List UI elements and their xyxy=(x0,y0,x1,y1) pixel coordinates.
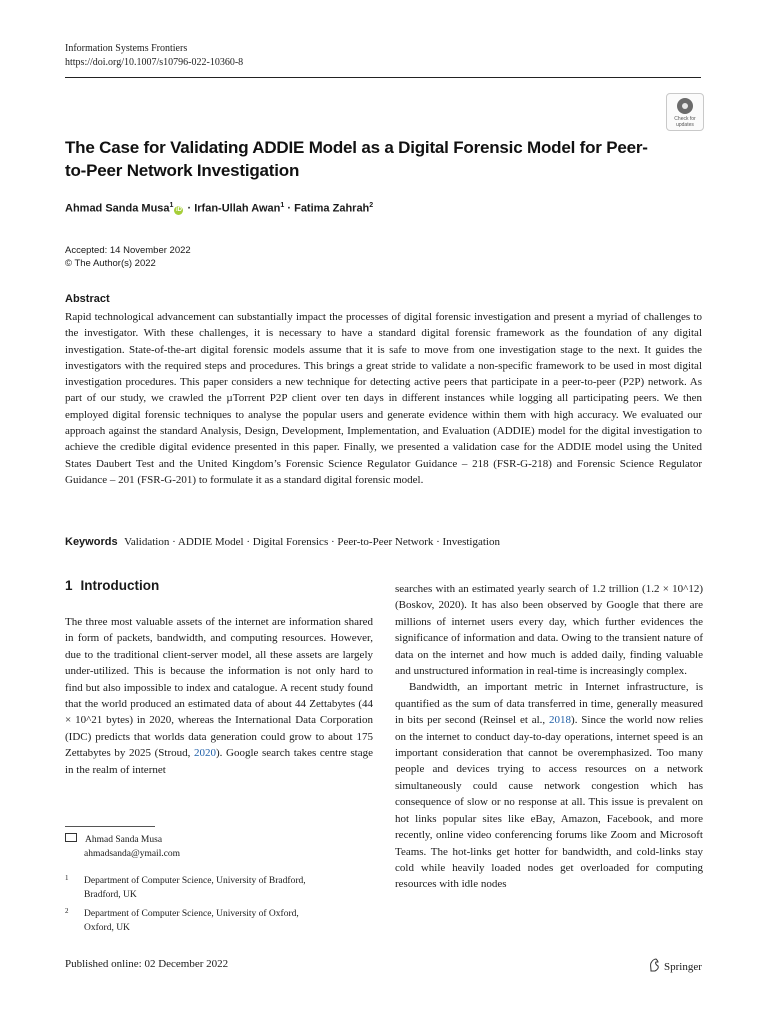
contact-name: Ahmad Sanda Musa xyxy=(85,835,163,845)
publisher-logo xyxy=(648,958,702,973)
author-name[interactable]: Fatima Zahrah xyxy=(294,202,370,215)
author-separator: · xyxy=(184,202,195,215)
keywords xyxy=(65,536,702,548)
check-updates-icon xyxy=(677,98,693,114)
header-rule xyxy=(65,77,701,78)
journal-header xyxy=(65,42,243,70)
author-affiliation-mark: 1 xyxy=(280,202,285,209)
author-name[interactable]: Ahmad Sanda Musa xyxy=(65,202,170,215)
copyright-notice: © The Author(s) 2022 xyxy=(65,258,156,269)
keywords-list: Validation · ADDIE Model · Digital Forensics · Peer-to-Peer Network · Investigation xyxy=(124,536,500,548)
left-column xyxy=(65,614,373,778)
author-list xyxy=(65,202,373,215)
doi-link[interactable]: https://doi.org/10.1007/s10796-022-10360-8 xyxy=(65,57,244,68)
citation-link[interactable]: 2018 xyxy=(549,714,572,727)
publication-dates xyxy=(65,244,191,270)
contact-email[interactable]: ahmadsanda@ymail.com xyxy=(84,848,181,859)
orcid-icon[interactable]: iD xyxy=(175,206,182,213)
section-title: Introduction xyxy=(80,578,160,593)
badge-label-line1: Check for xyxy=(674,116,696,122)
footnote-rule xyxy=(65,826,155,827)
springer-horse-icon xyxy=(648,958,660,972)
publisher-name: Springer xyxy=(664,961,702,973)
section-heading xyxy=(65,578,159,593)
envelope-icon xyxy=(65,833,77,842)
published-online: Published online: 02 December 2022 xyxy=(65,958,229,970)
paper-title: The Case for Validating ADDIE Model as a Digital Forensic Model for Peer-to-Peer Network Investigation xyxy=(65,138,648,180)
affiliation-2: 2 Department of Computer Science, University of Oxford, Oxford, UK xyxy=(65,907,299,933)
affiliation-1: 1 Department of Computer Science, University of Bradford, Bradford, UK xyxy=(65,874,306,900)
intro-paragraph: Bandwidth, an important metric in Internet infrastructure, is quantified as the sum of data transferred in time, generally measured in bits per second (Reinsel et al., 2018). Since the world now relies on the internet to conduct day-to-day operations, internet speed is an important consideration that cannot be overemphasized. Too many people and devices trying to access resources on a network simultaneously could cause network congestion which has consequence of slow or no response at all. This issue is prevalent on hot links popular sites like eBay, Amazon, Facebook, and more recently, online video conferencing forums like Zoom and Microsoft Teams. The hot-links get hotter for bandwidth, and cold-links stay cold while heavily loaded nodes get overloaded for computing resources with idle nodes xyxy=(395,681,704,891)
abstract-text: Rapid technological advancement can substantially impact the processes of digital forensic investigation and present a myriad of challenges to the investigator. With these challenges, it is necessary to have a standard digital forensic framework as the foundation of any digital investigation. State-of-the-art digital forensic models assume that it is safe to move from one investigation stage to the next. It guides the investigators with the required steps and procedures. This brings a great stride to validate a non-specific framework to be used in most digital investigation procedures. This paper considers a new technique for detecting active peers that participate in a peer-to-peer (P2P) network. As part of our study, we crawled the µTorrent P2P client over ten days in different instances while logging all participating peers. We then employed digital forensic techniques to analyse the popular users and generate evidence within them with high accuracy. We evaluated our approach against the standard Analysis, Design, Development, Implementation, and Evaluation (ADDIE) model for the digital investigation to achieve the credible digital evidence presented in this paper. Finally, we presented a validation case for the ADDIE model using the United States Daubert Test and the United Kingdom’s Forensic Science Regulator Guidance – 218 (FSR-G-218) and Forensic Science Regulator Guidance – 201 (FSR-G-201) to formulate it as a standard digital forensic model. xyxy=(65,311,702,486)
keywords-label: Keywords xyxy=(65,536,118,548)
section-number: 1 xyxy=(65,578,73,593)
author-affiliation-mark: 1 xyxy=(169,202,174,209)
author-affiliation-mark: 2 xyxy=(369,202,374,209)
citation-link[interactable]: 2020 xyxy=(194,747,216,760)
journal-name: Information Systems Frontiers xyxy=(65,43,188,54)
right-column xyxy=(395,581,703,893)
corresponding-author xyxy=(65,833,180,861)
accepted-date: Accepted: 14 November 2022 xyxy=(65,245,191,256)
affiliation-mark: 1 xyxy=(65,874,69,882)
intro-paragraph: The three most valuable assets of the internet are information shared in form of packets, bandwidth, and computing resources. However, due to the traditional client-server model, all these assets are largely under-utilized. This is because the information is not only hard to find but also impossible to index and catalogue. A recent study found that the world produced an estimated data of about 44 Zettabytes (44 × 10^21 bytes) in 2020, whereas the International Data Corporation (IDC) predicts that worlds data generation could grow to about 175 Zettabytes by 2025 (Stroud, 2020). Google search takes centre stage in the realm of internet xyxy=(65,616,373,776)
intro-paragraph: searches with an estimated yearly search of 1.2 trillion (1.2 × 10^12) (Boskov, 2020). It has also been observed by Google that there are millions of internet users every day, which further evidences the significance of information and data. Owing to the transient nature of data on the internet and how much is added daily, finding valuable and unstructured information in real-time is increasingly complex. xyxy=(395,583,703,678)
affiliation-mark: 2 xyxy=(65,907,69,915)
check-for-updates-badge[interactable] xyxy=(666,93,704,131)
abstract-heading: Abstract xyxy=(65,293,110,305)
badge-label-line2: updates xyxy=(676,122,694,128)
author-separator: · xyxy=(284,202,295,215)
author-name[interactable]: Irfan-Ullah Awan xyxy=(194,202,281,215)
